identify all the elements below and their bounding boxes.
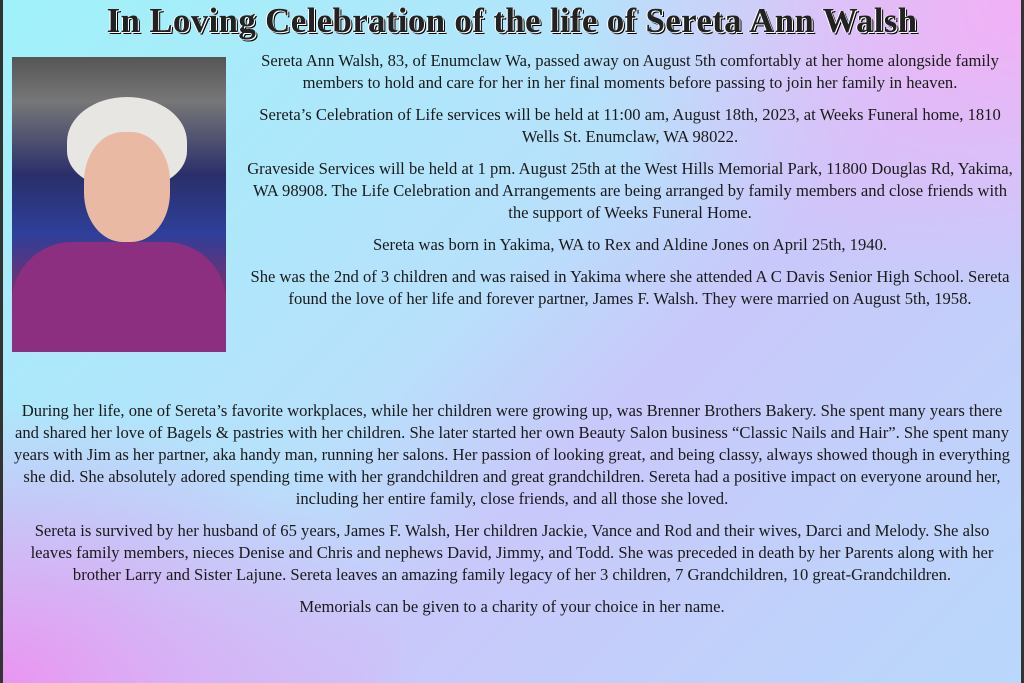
paragraph-passing: Sereta Ann Walsh, 83, of Enumclaw Wa, passed away on August 5th comfortably at her home alongside family members to hold and care for her in her final moments before passing to join her family in heaven. xyxy=(261,51,999,92)
paragraph-celebration: Sereta’s Celebration of Life services will be held at 11:00 am, August 18th, 2023, at Weeks Funeral home, 1810 Wells St. Enumclaw, WA 98022. xyxy=(259,105,1001,146)
page-title: In Loving Celebration of the life of Sereta Ann Walsh xyxy=(106,1,918,40)
portrait-photo xyxy=(12,57,226,352)
obituary-top-text xyxy=(246,50,1014,320)
paragraph-childhood: She was the 2nd of 3 children and was raised in Yakima where she attended A C Davis Senior High School. Sereta found the love of her life and forever partner, James F. Walsh. They were married on August 5th, 1958. xyxy=(250,267,1010,308)
paragraph-graveside: Graveside Services will be held at 1 pm. August 25th at the West Hills Memorial Park, 11800 Douglas Rd, Yakima, WA 98908. The Life Celebration and Arrangements are being arranged by family members and close friends with the support of Weeks Funeral Home. xyxy=(247,159,1013,222)
paragraph-memorials: Memorials can be given to a charity of your choice in her name. xyxy=(299,597,725,616)
paragraph-life: During her life, one of Sereta’s favorite workplaces, while her children were growing up, was Brenner Brothers Bakery. She spent many years there and shared her love of Bagels & pastries with her children. She later started her own Beauty Salon business “Classic Nails and Hair”. She spent many years with Jim as her partner, aka handy man, running her salons. Her passion of looking great, and being classy, always showed though in everything she did. She absolutely adored spending time with her grandchildren and great grandchildren. Sereta had a positive impact on everyone around her, including her entire family, close friends, and all those she loved. xyxy=(14,401,1010,508)
paragraph-survivors: Sereta is survived by her husband of 65 years, James F. Walsh, Her children Jackie, Vance and Rod and their wives, Darci and Melody. She also leaves family members, nieces Denise and Chris and nephews David, Jimmy, and Todd. She was preceded in death by her Parents along with her brother Larry and Sister Lajune. Sereta leaves an amazing family legacy of her 3 children, 7 Grandchildren, 10 great-Grandchildren. xyxy=(30,521,994,584)
obituary-bottom-text xyxy=(12,400,1012,628)
paragraph-birth: Sereta was born in Yakima, WA to Rex and Aldine Jones on April 25th, 1940. xyxy=(372,235,888,254)
